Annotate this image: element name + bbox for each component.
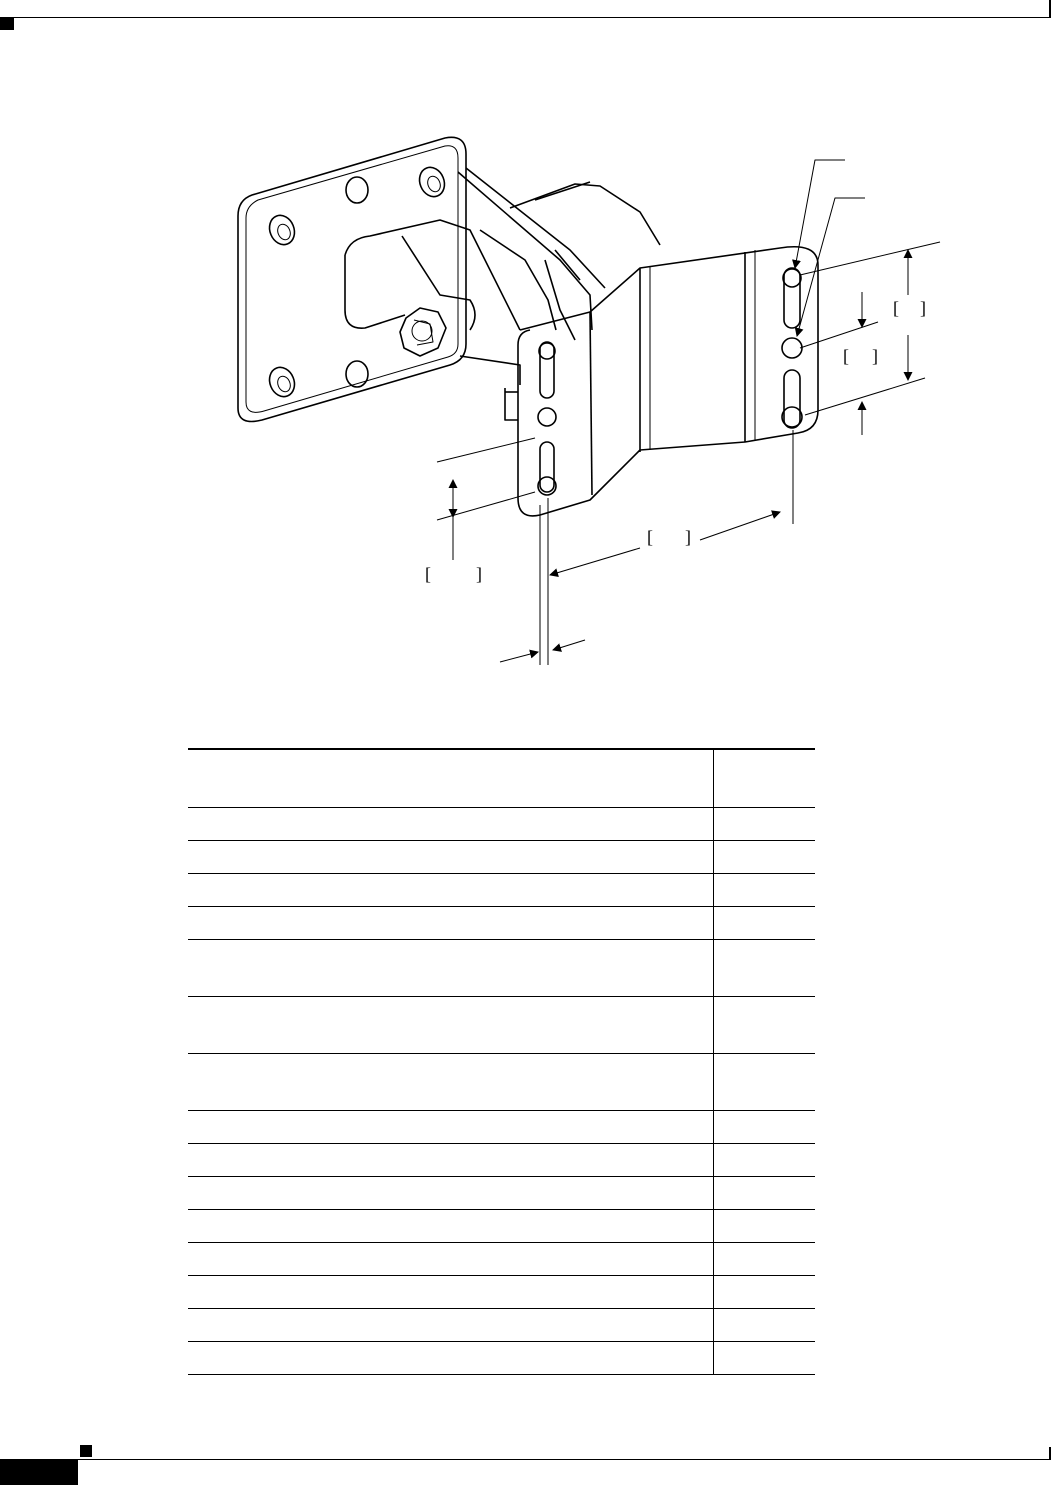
table-cell bbox=[188, 1275, 713, 1308]
plate-hole-top-middle bbox=[346, 177, 368, 203]
table-header-cell bbox=[188, 749, 713, 807]
dimension-brackets bbox=[425, 298, 926, 584]
table-cell bbox=[713, 840, 815, 873]
table-cell bbox=[713, 1242, 815, 1275]
plate-hole-top-left bbox=[265, 212, 298, 249]
footer-page-tab bbox=[0, 1460, 78, 1485]
table-cell bbox=[188, 1308, 713, 1341]
table-cell bbox=[188, 807, 713, 840]
table-cell bbox=[188, 996, 713, 1053]
table-row bbox=[188, 1053, 815, 1110]
table-row bbox=[188, 1341, 815, 1374]
table-cell bbox=[713, 1275, 815, 1308]
hex-bolt bbox=[400, 308, 446, 356]
footer-square-marker bbox=[80, 1445, 92, 1457]
table-row bbox=[188, 807, 815, 840]
plate-hole-bottom-left bbox=[265, 364, 298, 401]
dim-bracket-open-4: [ bbox=[425, 564, 431, 584]
table-cell bbox=[188, 873, 713, 906]
table-cell bbox=[188, 1110, 713, 1143]
mounting-bracket-figure bbox=[0, 120, 1051, 680]
table-cell bbox=[188, 1143, 713, 1176]
plate-hole-bottom-middle bbox=[346, 361, 368, 387]
table-cell bbox=[713, 1176, 815, 1209]
table-cell bbox=[713, 873, 815, 906]
dim-bracket-close-3: ] bbox=[685, 527, 691, 547]
header-rule bbox=[0, 17, 1051, 18]
wall-plate bbox=[238, 137, 466, 421]
table-cell bbox=[188, 1341, 713, 1374]
table-row bbox=[188, 939, 815, 996]
dimension-lines bbox=[437, 242, 940, 665]
right-center-hole bbox=[782, 338, 802, 358]
table-cell bbox=[713, 996, 815, 1053]
table-row bbox=[188, 1308, 815, 1341]
z-bracket bbox=[505, 247, 818, 516]
dim-bracket-close-4: ] bbox=[476, 564, 482, 584]
table-cell bbox=[713, 1053, 815, 1110]
table-row bbox=[188, 906, 815, 939]
table-header-cell bbox=[713, 749, 815, 807]
table-row bbox=[188, 1275, 815, 1308]
table-row bbox=[188, 1242, 815, 1275]
footer-rule bbox=[0, 1459, 1051, 1460]
table-cell bbox=[713, 1110, 815, 1143]
table-cell bbox=[188, 1053, 713, 1110]
plate-hole-top-right bbox=[415, 164, 448, 201]
table-cell bbox=[713, 807, 815, 840]
table-row bbox=[188, 1110, 815, 1143]
dim-bracket-close-2: ] bbox=[872, 346, 878, 366]
left-slot-lower bbox=[538, 442, 556, 495]
table-body bbox=[188, 807, 815, 1374]
table-row bbox=[188, 996, 815, 1053]
left-slot-upper bbox=[539, 342, 555, 398]
table-cell bbox=[713, 1308, 815, 1341]
header-square-marker bbox=[0, 18, 14, 30]
table-row bbox=[188, 1209, 815, 1242]
right-slot-lower bbox=[782, 370, 802, 428]
table-cell bbox=[188, 906, 713, 939]
right-slot-upper bbox=[783, 268, 801, 328]
table-cell bbox=[188, 1242, 713, 1275]
table-cell bbox=[188, 1176, 713, 1209]
swivel-body bbox=[345, 168, 660, 385]
table-cell bbox=[188, 840, 713, 873]
table-cell bbox=[188, 1209, 713, 1242]
table-cell bbox=[713, 1143, 815, 1176]
table-cell bbox=[713, 1341, 815, 1374]
dim-bracket-open-1: [ bbox=[893, 298, 899, 318]
table-row bbox=[188, 840, 815, 873]
dim-bracket-open-2: [ bbox=[843, 346, 849, 366]
table-cell bbox=[713, 1209, 815, 1242]
dim-bracket-close-1: ] bbox=[920, 298, 926, 318]
table-header-row bbox=[188, 749, 815, 807]
specification-table-wrapper bbox=[188, 748, 815, 1375]
table-row bbox=[188, 873, 815, 906]
specification-table bbox=[188, 748, 815, 1375]
table-cell bbox=[713, 906, 815, 939]
table-cell bbox=[713, 939, 815, 996]
dim-bracket-open-3: [ bbox=[647, 527, 653, 547]
table-row bbox=[188, 1176, 815, 1209]
left-center-hole bbox=[538, 408, 556, 426]
table-cell bbox=[188, 939, 713, 996]
table-row bbox=[188, 1143, 815, 1176]
